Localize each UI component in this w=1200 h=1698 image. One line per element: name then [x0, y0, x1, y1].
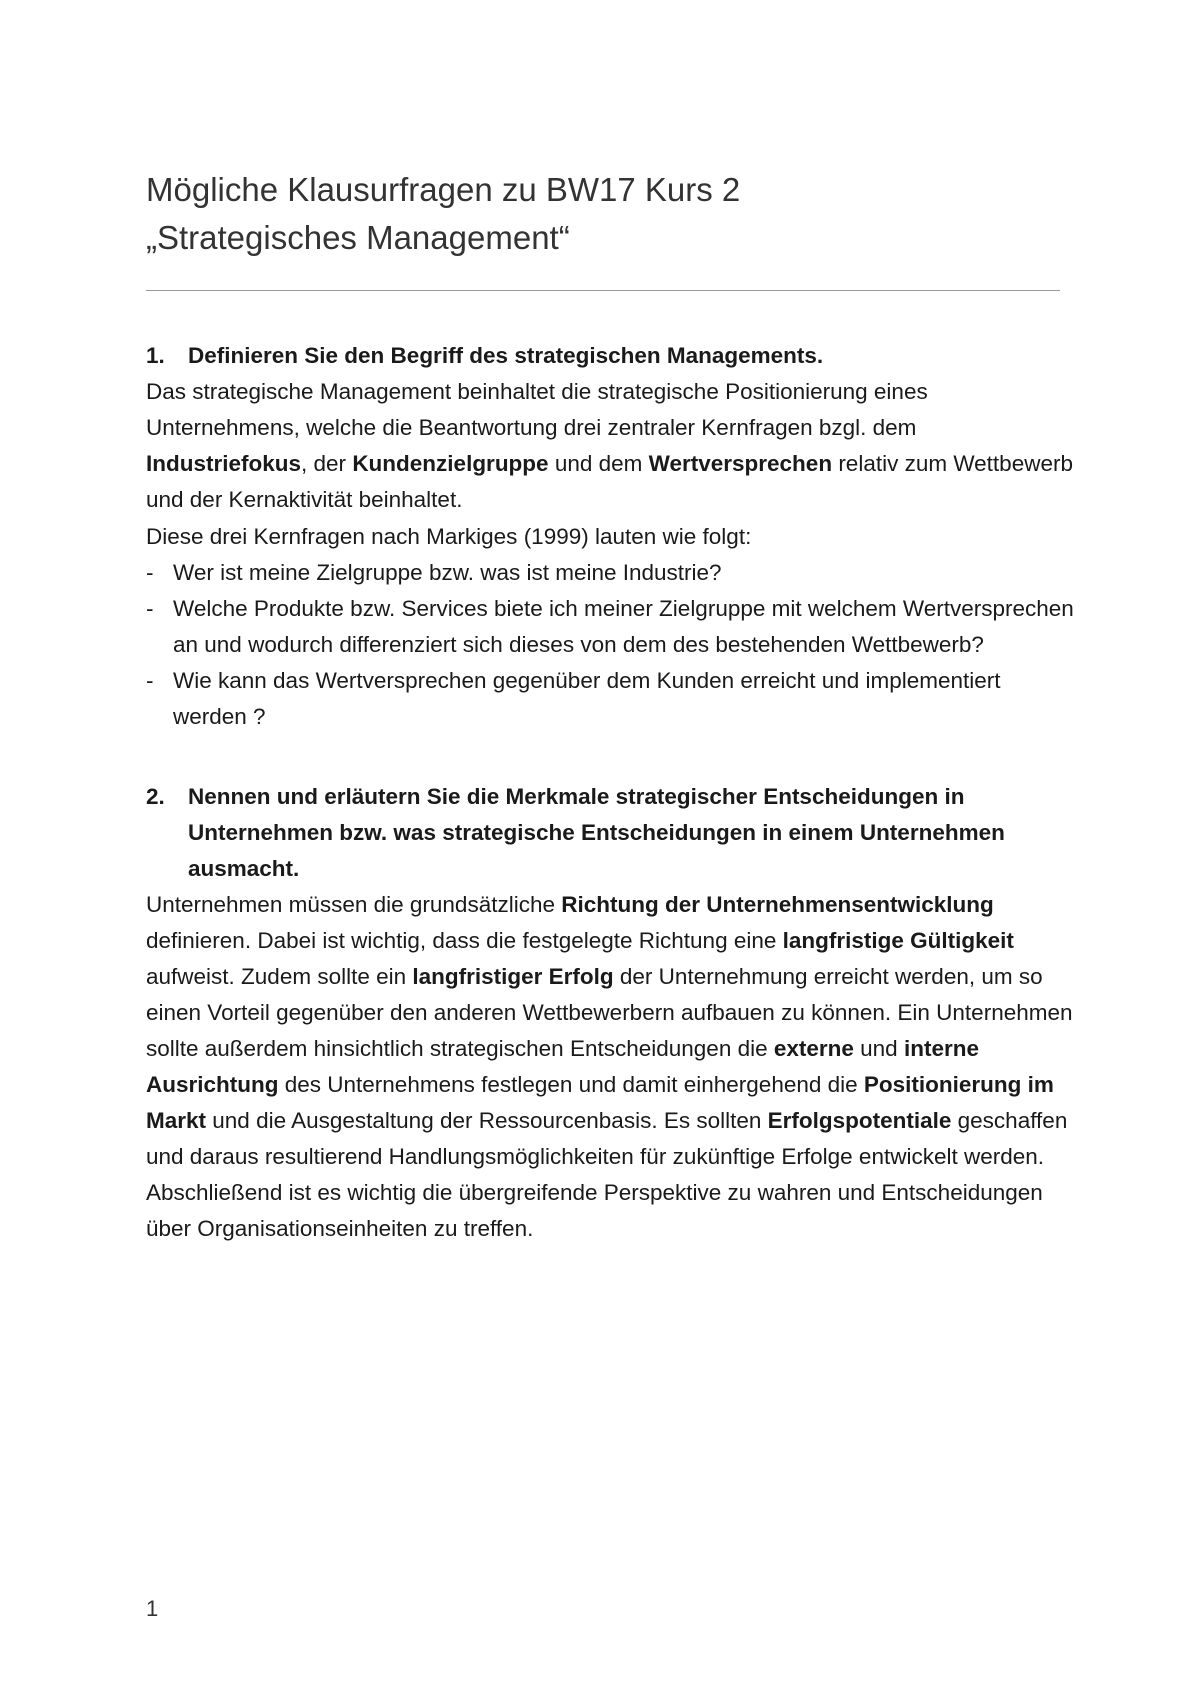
term-langfristiger-erfolg: langfristiger Erfolg: [412, 964, 614, 989]
term-interne-ausrichtung: interne Ausrichtung: [146, 1036, 979, 1097]
title-line-2: „Strategisches Management“: [146, 219, 570, 256]
answer-1-text: relativ zum Wettbewerb und der Kernaktivität beinhaltet.: [146, 451, 1073, 512]
answer-2-text: definieren. Dabei ist wichtig, dass die festgelegte Richtung eine: [146, 928, 783, 953]
list-bullet: -: [146, 560, 154, 585]
answer-2-text: Unternehmen müssen die grundsätzliche: [146, 892, 562, 917]
question-2-heading: [146, 779, 1076, 887]
answer-2-paragraph: [146, 887, 1076, 1247]
list-item-text: Welche Produkte bzw. Services biete ich meiner Zielgruppe mit welchem Wertversprechen an und wodurch differenziert sich dieses von dem des bestehenden Wettbewerb?: [173, 596, 1074, 657]
list-bullet: -: [146, 596, 154, 621]
answer-2-text: und: [853, 1036, 904, 1061]
question-2-text: Nennen und erläutern Sie die Merkmale strategischer Entscheidungen in Unternehmen bzw. was strategische Entscheidungen in einem Unternehmen ausmacht.: [188, 784, 1005, 881]
list-bullet: -: [146, 668, 154, 693]
answer-2-text: und die Ausgestaltung der Ressourcenbasis. Es sollten: [206, 1108, 768, 1133]
term-wertversprechen: Wertversprechen: [648, 451, 833, 476]
answer-1-text: , der: [301, 451, 353, 476]
list-item: [146, 555, 1076, 591]
answer-2-text: geschaffen und daraus resultierend Handlungsmöglichkeiten für zukünftige Erfolge entwickelt werden. Abschließend ist es wichtig die übergreifende Perspektive zu wahren und Entscheidungen über Organisationseinheiten zu treffen.: [146, 1108, 1068, 1241]
answer-2-text: des Unternehmens festlegen und damit einhergehend die: [278, 1072, 864, 1097]
answer-2-text: aufweist. Zudem sollte ein: [146, 964, 413, 989]
list-item: [146, 663, 1076, 735]
answer-1-list-intro: Diese drei Kernfragen nach Markiges (1999) lauten wie folgt:: [146, 524, 752, 549]
term-industriefokus: Industriefokus: [146, 451, 302, 476]
answer-1-paragraph: [146, 374, 1076, 518]
question-1-number: 1.: [146, 343, 165, 368]
title-divider: [146, 290, 1060, 291]
question-1-heading: [146, 338, 1076, 374]
document-body: [146, 338, 1076, 1247]
term-langfristige-gueltigkeit: langfristige Gültigkeit: [782, 928, 1014, 953]
question-2-number: 2.: [146, 784, 165, 809]
term-erfolgspotentiale: Erfolgspotentiale: [767, 1108, 952, 1133]
answer-2-text: der Unternehmung erreicht werden, um so einen Vorteil gegenüber den anderen Wettbewerbern aufbauen zu können. Ein Unternehmen sollte außerdem hinsichtlich strategischen Entscheidungen die: [146, 964, 1073, 1061]
term-richtung: Richtung der Unternehmensentwicklung: [561, 892, 994, 917]
term-kundenzielgruppe: Kundenzielgruppe: [352, 451, 549, 476]
list-item-text: Wie kann das Wertversprechen gegenüber dem Kunden erreicht und implementiert werden ?: [173, 668, 1001, 729]
list-item-text: Wer ist meine Zielgruppe bzw. was ist meine Industrie?: [173, 560, 722, 585]
document-title: [146, 166, 1066, 262]
answer-1-text: Das strategische Management beinhaltet die strategische Positionierung eines Unternehmens, welche die Beantwortung drei zentraler Kernfragen bzgl. dem: [146, 379, 928, 440]
answer-1-text: und dem: [548, 451, 649, 476]
question-1-text: Definieren Sie den Begriff des strategischen Managements.: [188, 343, 824, 368]
term-externe: externe: [773, 1036, 854, 1061]
list-item: [146, 591, 1076, 663]
title-line-1: Mögliche Klausurfragen zu BW17 Kurs 2: [146, 171, 741, 208]
term-positionierung: Positionierung im Markt: [146, 1072, 1054, 1133]
page-number: 1: [146, 1596, 159, 1621]
